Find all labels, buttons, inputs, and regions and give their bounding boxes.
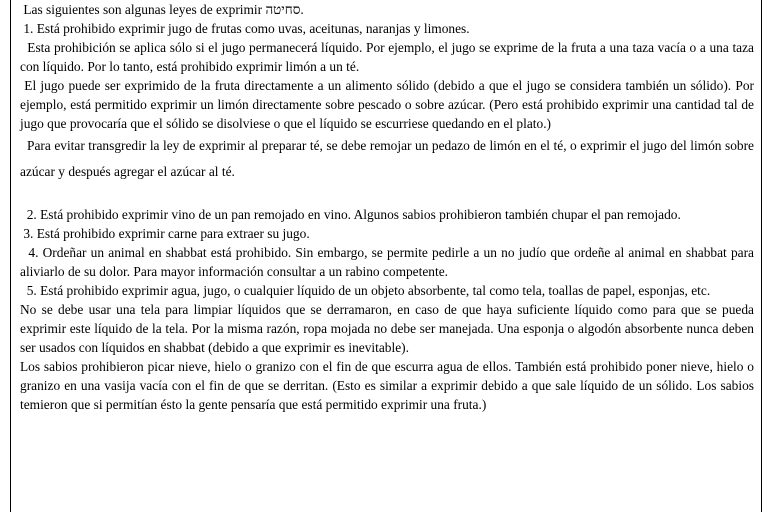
law-1-scope-paragraph <box>20 38 754 76</box>
intro-period: . <box>300 2 304 17</box>
law-2-text: 2. Está prohibido exprimir vino de un pan remojado en vino. Algunos sabios prohibieron también chupar el pan remojado. <box>26 207 681 222</box>
law-4-paragraph <box>20 243 754 281</box>
law-5-snow-paragraph <box>20 357 754 414</box>
blank-line <box>20 185 754 205</box>
document-page <box>10 0 762 512</box>
law-1-paragraph <box>20 19 754 38</box>
law-1-tea-text: Para evitar transgredir la ley de exprimir al preparar té, se debe remojar un pedazo de limón en el té, o exprimir el jugo del limón sobre azúcar y después agregar el azúcar al té. <box>20 138 754 179</box>
law-2-paragraph <box>20 205 754 224</box>
law-1-solid-paragraph <box>20 76 754 133</box>
hebrew-term: סחיטה <box>265 2 301 17</box>
law-1-solid-text: El jugo puede ser exprimido de la fruta directamente a un alimento sólido (debido a que el jugo se considera también un sólido). Por ejemplo, está permitido exprimir un limón directamente sobre pescado o sobre azúcar. (Pero está prohibido exprimir una cantidad tal de jugo que provocaría que el sólido se disolviese o que el líquido se escurriese quedando en el plato.) <box>20 78 754 131</box>
law-5-cloth-paragraph <box>20 300 754 357</box>
law-1-tea-paragraph <box>20 133 754 185</box>
law-5-text: 5. Está prohibido exprimir agua, jugo, o cualquier líquido de un objeto absorbente, tal como tela, toallas de papel, esponjas, etc. <box>26 283 711 298</box>
law-1-text: 1. Está prohibido exprimir jugo de frutas como uvas, aceitunas, naranjas y limones. <box>23 21 470 36</box>
law-1-scope-text: Esta prohibición se aplica sólo si el jugo permanecerá líquido. Por ejemplo, el jugo se exprime de la fruta a una taza vacía o a una taza con líquido. Por lo tanto, está prohibido exprimir limón a un té. <box>20 40 754 74</box>
law-5-cloth-text: No se debe usar una tela para limpiar líquidos que se derramaron, en caso de que haya suficiente líquido como para que se pueda exprimir este líquido de la tela. Por la misma razón, ropa mojada no debe ser manejada. Una esponja o algodón absorbente nunca deben ser usados con líquidos en shabbat (debido a que exprimir es inevitable). <box>20 302 754 355</box>
law-3-paragraph <box>20 224 754 243</box>
law-3-text: 3. Está prohibido exprimir carne para extraer su jugo. <box>23 226 310 241</box>
law-5-paragraph <box>20 281 754 300</box>
intro-text: Las siguientes son algunas leyes de exprimir <box>23 2 263 17</box>
law-5-snow-text: Los sabios prohibieron picar nieve, hielo o granizo con el fin de que escurra agua de ellos. También está prohibido poner nieve, hielo o granizo en una vasija vacía con el fin de que se derritan. (Esto es similar a exprimir debido a que sale líquido de un sólido. Los sabios temieron que si permitían ésto la gente pensaría que está permitido exprimir una fruta.) <box>20 359 754 412</box>
law-4-text: 4. Ordeñar un animal en shabbat está prohibido. Sin embargo, se permite pedirle a un no judío que ordeñe al animal en shabbat para aliviarlo de su dolor. Para mayor información consultar a un rabino competente. <box>20 245 755 279</box>
intro-line <box>20 0 754 19</box>
